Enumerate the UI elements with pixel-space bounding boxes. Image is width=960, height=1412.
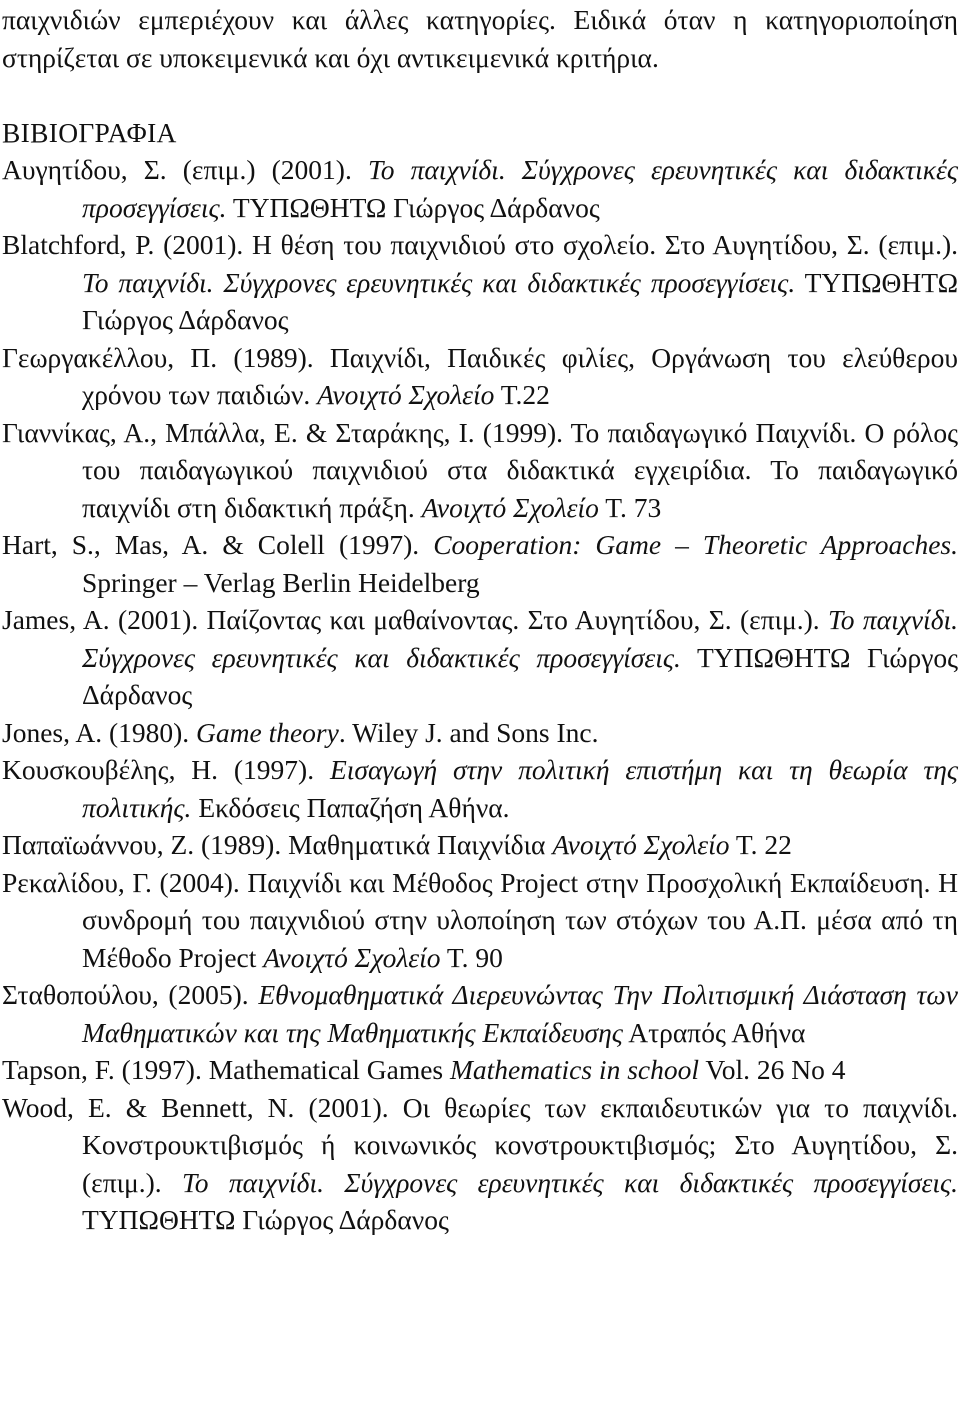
- reference-title: Ανοιχτό Σχολείο: [552, 829, 730, 860]
- reference-title: Εθνομαθηματικά Διερευνώντας Την Πολιτισμική Διάσταση των Μαθηματικών και της Μαθηματικής Εκπαίδευσης: [82, 979, 958, 1048]
- reference-entry: [2, 1051, 958, 1089]
- reference-title: Το παιχνίδι. Σύγχρονες ερευνητικές και διδακτικές προσεγγίσεις.: [82, 604, 958, 673]
- reference-text: Tapson, F. (1997). Mathematical Games: [2, 1054, 450, 1085]
- bibliography-list: [2, 151, 958, 1239]
- reference-publisher: Springer – Verlag Berlin Heidelberg: [82, 566, 480, 598]
- reference-entry: [2, 1089, 958, 1239]
- reference-entry: [2, 864, 958, 977]
- reference-entry: [2, 414, 958, 527]
- reference-title: Cooperation: Game – Theoretic Approaches.: [433, 529, 958, 560]
- intro-paragraph: παιχνιδιών εμπεριέχουν και άλλες κατηγορίες. Ειδικά όταν η κατηγοριοποίηση στηρίζεται σε υποκειμενικά και όχι αντικειμενικά κριτήρια.: [2, 4, 958, 73]
- reference-publisher: Vol. 26 No 4: [699, 1054, 846, 1085]
- reference-publisher: ΤΥΠΩΘΗΤΩ Γιώργος Δάρδανος: [226, 191, 600, 223]
- reference-title: Ανοιχτό Σχολείο: [263, 941, 441, 973]
- reference-publisher: ΤΥΠΩΘΗΤΩ Γιώργος Δάρδανος: [82, 266, 958, 335]
- reference-publisher: ΤΥΠΩΘΗΤΩ Γιώργος Δάρδανος: [82, 1204, 449, 1235]
- reference-text: Γεωργακέλλου, Π. (1989). Παιχνίδι, Παιδικές φιλίες, Οργάνωση του ελεύθερου χρόνου των παιδιών.: [2, 341, 958, 410]
- reference-title: Εισαγωγή στην πολιτική επιστήμη και τη θεωρία της πολιτικής.: [82, 754, 959, 823]
- reference-title: Game theory: [196, 716, 339, 748]
- reference-title: Mathematics in school: [450, 1054, 699, 1085]
- reference-publisher: Εκδόσεις Παπαζήση Αθήνα.: [191, 791, 510, 823]
- reference-text: Jones, A. (1980).: [2, 716, 197, 748]
- reference-entry: [2, 339, 958, 414]
- reference-publisher: Τ. 73: [598, 491, 662, 523]
- reference-publisher: Τ. 90: [440, 941, 503, 973]
- reference-entry: [2, 226, 958, 339]
- reference-text: Παπαϊωάννου, Ζ. (1989). Μαθηματικά Παιχνίδια: [2, 829, 553, 860]
- reference-text: Wood, E. & Bennett, N. (2001). Οι θεωρίες των εκπαιδευτικών για το παιχνίδι. Κονστρουκτιβισμός ή κοινωνικός κονστρουκτιβισμός; Στο Αυγητίδου, Σ. (επιμ.).: [2, 1091, 958, 1198]
- document-page: [2, 0, 958, 1239]
- reference-title: Το παιχνίδι. Σύγχρονες ερευνητικές και διδακτικές προσεγγίσεις.: [82, 266, 796, 298]
- reference-title: Ανοιχτό Σχολείο: [421, 491, 599, 523]
- reference-text: Αυγητίδου, Σ. (επιμ.) (2001).: [2, 154, 368, 185]
- reference-text: Κουσκουβέλης, Η. (1997).: [2, 754, 330, 785]
- reference-entry: [2, 976, 958, 1051]
- reference-publisher: Τ. 22: [729, 829, 792, 860]
- reference-title: Το παιχνίδι. Σύγχρονες ερευνητικές και διδακτικές προσεγγίσεις.: [181, 1166, 959, 1198]
- reference-text: Ρεκαλίδου, Γ. (2004). Παιχνίδι και Μέθοδος Project στην Προσχολική Εκπαίδευση. Η συνδρομή του παιχνιδιού στην υλοποίηση των στόχων του Α.Π. μέσα από τη Μέθοδο Project: [2, 866, 958, 973]
- reference-entry: [2, 826, 958, 864]
- reference-entry: [2, 526, 958, 601]
- reference-text: Σταθοπούλου, (2005).: [2, 979, 259, 1010]
- reference-entry: [2, 751, 958, 826]
- reference-text: Blatchford, P. (2001). Η θέση του παιχνιδιού στο σχολείο. Στο Αυγητίδου, Σ. (επιμ.).: [2, 229, 958, 260]
- reference-text: Γιαννίκας, Α., Μπάλλα, Ε. & Σταράκης, Ι. (1999). Το παιδαγωγικό Παιχνίδι. Ο ρόλος του παιδαγωγικού παιχνιδιού στα διδακτικά εγχειρίδια. Το παιδαγωγικό παιχνίδι στη διδακτική πράξη.: [2, 416, 958, 523]
- reference-entry: [2, 601, 958, 714]
- bibliography-heading: ΒΙΒΙΟΓΡΑΦΙΑ: [2, 116, 177, 148]
- reference-publisher: ΤΥΠΩΘΗΤΩ Γιώργος Δάρδανος: [82, 641, 958, 710]
- reference-entry: [2, 714, 958, 752]
- reference-entry: [2, 151, 958, 226]
- reference-title: Ανοιχτό Σχολείο: [317, 379, 495, 410]
- reference-publisher: Τ.22: [494, 379, 550, 410]
- reference-publisher: Ατραπός Αθήνα: [622, 1016, 806, 1048]
- reference-text: James, A. (2001). Παίζοντας και μαθαίνοντας. Στο Αυγητίδου, Σ. (επιμ.).: [2, 604, 828, 635]
- reference-text: Hart, S., Mas, A. & Colell (1997).: [2, 529, 434, 560]
- reference-publisher: . Wiley J. and Sons Inc.: [338, 716, 599, 748]
- reference-title: Το παιχνίδι. Σύγχρονες ερευνητικές και διδακτικές προσεγγίσεις.: [82, 154, 958, 223]
